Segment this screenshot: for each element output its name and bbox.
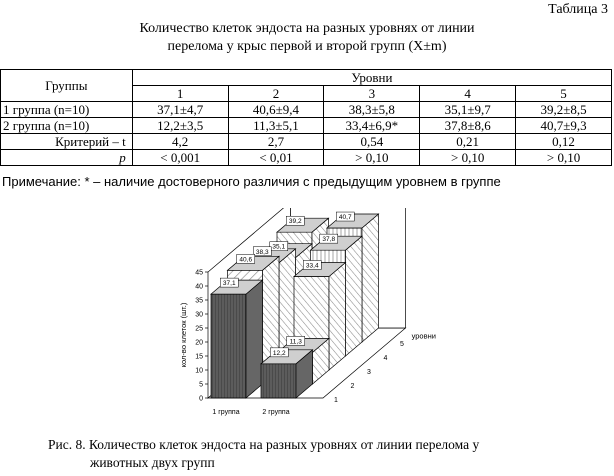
bar-side-face bbox=[346, 236, 363, 356]
depth-tick-label: 3 bbox=[366, 368, 371, 376]
data-label: 12,2 bbox=[272, 349, 286, 357]
table-title-line-1: Количество клеток эндоста на разных уровнях от линии bbox=[139, 21, 475, 36]
y-tick-label: 20 bbox=[195, 339, 203, 347]
data-label: 33,4 bbox=[305, 262, 319, 270]
data-table bbox=[0, 69, 612, 166]
depth-tick-label: 4 bbox=[383, 354, 388, 362]
table-cell: 37,1±4,7 bbox=[132, 102, 228, 118]
table-title bbox=[0, 20, 614, 56]
table-number: Таблица 3 bbox=[548, 2, 608, 17]
table-cell: > 0,10 bbox=[324, 150, 420, 166]
table-row bbox=[1, 102, 612, 118]
row-label: 1 группа (n=10) bbox=[1, 102, 133, 118]
level-header: 3 bbox=[324, 86, 420, 102]
group-label: 2 группа bbox=[262, 409, 290, 416]
table-cell: 12,2±3,5 bbox=[132, 118, 228, 134]
y-tick-label: 45 bbox=[195, 269, 203, 277]
figure-caption-line-1: Рис. 8. Количество клеток эндоста на разных уровнях от линии перелома у bbox=[48, 437, 480, 452]
group-label: 1 группа bbox=[212, 409, 240, 416]
table-row bbox=[1, 134, 612, 150]
data-label: 40,6 bbox=[239, 256, 253, 264]
figure-caption bbox=[48, 436, 568, 472]
data-label: 37,1 bbox=[222, 280, 236, 288]
y-axis-label: кол-во клеток (шт.) bbox=[179, 302, 188, 368]
table-note: Примечание: * – наличие достоверного различия с предыдущим уровнем в группе bbox=[2, 174, 501, 189]
table-cell: 39,2±8,5 bbox=[516, 102, 612, 118]
y-tick-label: 0 bbox=[199, 395, 203, 403]
level-header: 2 bbox=[228, 86, 324, 102]
table-cell: 0,21 bbox=[420, 134, 516, 150]
data-label: 35,1 bbox=[272, 243, 286, 251]
table-cell: < 0,001 bbox=[132, 150, 228, 166]
row-label: p bbox=[1, 150, 133, 166]
header-levels: Уровни bbox=[132, 70, 611, 86]
data-label: 40,7 bbox=[338, 214, 352, 222]
depth-tick-label: 2 bbox=[350, 382, 355, 390]
bar-side-face bbox=[362, 214, 379, 342]
y-tick-label: 40 bbox=[195, 283, 203, 291]
figure-caption-line-2: животных двух групп bbox=[90, 455, 215, 470]
data-label: 37,8 bbox=[322, 236, 336, 244]
y-tick-label: 10 bbox=[195, 367, 203, 375]
table-cell: 37,8±8,6 bbox=[420, 118, 516, 134]
row-label: Критерий – t bbox=[1, 134, 133, 150]
bar-chart-3d bbox=[168, 208, 458, 428]
table-cell: 4,2 bbox=[132, 134, 228, 150]
table-cell: 35,1±9,7 bbox=[420, 102, 516, 118]
table-row bbox=[1, 118, 612, 134]
table-cell: < 0,01 bbox=[228, 150, 324, 166]
data-label: 11,3 bbox=[289, 338, 302, 346]
header-groups: Группы bbox=[1, 70, 133, 102]
level-header: 4 bbox=[420, 86, 516, 102]
level-header: 5 bbox=[516, 86, 612, 102]
depth-axis-label: уровни bbox=[411, 331, 436, 341]
y-tick-label: 30 bbox=[195, 311, 203, 319]
table-cell: 38,3±5,8 bbox=[324, 102, 420, 118]
table-row bbox=[1, 150, 612, 166]
table-cell: 2,7 bbox=[228, 134, 324, 150]
level-header: 1 bbox=[132, 86, 228, 102]
table-cell: > 0,10 bbox=[516, 150, 612, 166]
bar-front-face bbox=[211, 294, 246, 398]
table-cell: 0,54 bbox=[324, 134, 420, 150]
table-cell: 33,4±6,9* bbox=[324, 118, 420, 134]
data-label: 39,2 bbox=[288, 218, 302, 226]
table-cell: 40,6±9,4 bbox=[228, 102, 324, 118]
y-tick-label: 25 bbox=[195, 325, 203, 333]
depth-tick-label: 1 bbox=[333, 396, 338, 404]
table-header-row bbox=[1, 70, 612, 86]
y-tick-label: 35 bbox=[195, 297, 203, 305]
y-tick-label: 15 bbox=[195, 353, 203, 361]
bar-front-face bbox=[261, 364, 296, 398]
table-cell: 11,3±5,1 bbox=[228, 118, 324, 134]
data-label: 38,3 bbox=[255, 248, 269, 256]
table-cell: 40,7±9,3 bbox=[516, 118, 612, 134]
depth-tick-label: 5 bbox=[399, 340, 404, 348]
table-cell: 0,12 bbox=[516, 134, 612, 150]
y-tick-label: 5 bbox=[199, 381, 203, 389]
table-cell: > 0,10 bbox=[420, 150, 516, 166]
bar-side-face bbox=[329, 263, 346, 371]
table-title-line-2: перелома у крыс первой и второй групп (X±m) bbox=[167, 39, 447, 54]
bar-side-face bbox=[246, 280, 263, 398]
row-label: 2 группа (n=10) bbox=[1, 118, 133, 134]
